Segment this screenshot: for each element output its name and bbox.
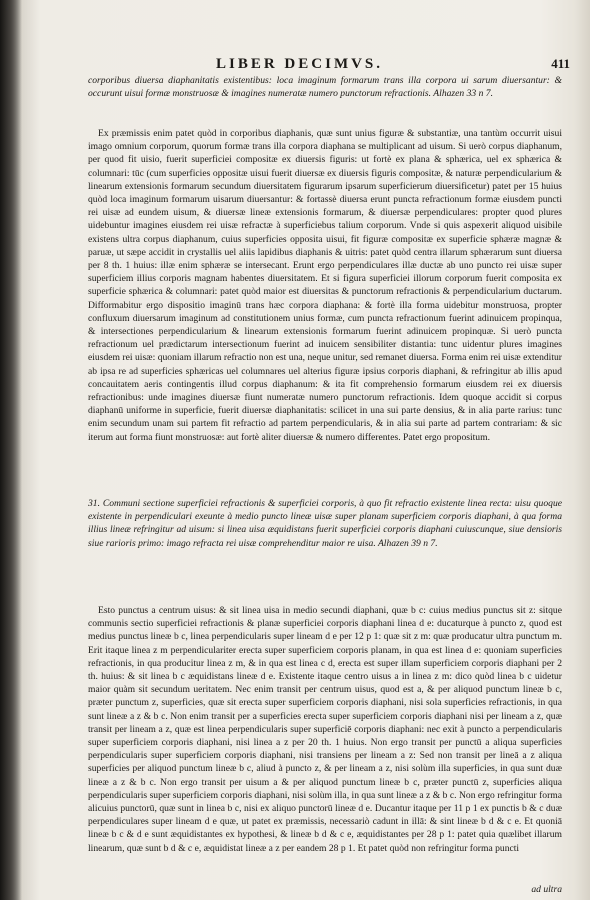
page-header <box>96 56 570 76</box>
catchword: ad ultra <box>531 884 562 895</box>
paragraph-intro-conclusion: corporibus diuersa diaphanitatis existentibus: loca imaginum formarum trans illa corpora ui sarum diuersantur: & occurunt uisui formæ monstruosæ & imagines numeratæ numero punctorum refractionis. Alhazen 33 n 7. <box>88 75 562 100</box>
proposition-31-proof: Esto punctus a centrum uisus: & sit linea uisa in medio secundi diaphani, quæ b c: cuius medius punctus sit z: sitque communis sectio superficiei refractionis & planæ superficiei corporis diaphani linea d e: ducaturque à puncto z, quod est medius punctus lineæ b c, linea perpendicularis super lineam d e per 12 p 1: quæ sit z m: quæ producatur ultra punctum m. Erit itaque linea z m perpendiculariter erecta super superficiem corporis planam, in qua est linea d e: quoniam superficies refractionis, in qua producitur linea z m, & in qua est linea c d, erecta est super illam superficiem corporis diaphani per 2 th. huius: & sit linea b c æquidistans lineæ d e. Existente itaque centro uisus a in linea z m: dico quòd linea b c uidetur maior quàm sit secundum ueritatem. Nec enim transit per centrum uisus, quod est a, & per aliquod punctum lineæ b c, præter punctum z, superficies, quæ sit erecta super superficiem corporis diaphani, nisi sola superficies refractionis, in qua sunt lineæ a z & b c. Non enim transit per a superficies erecta super superficiem corporis diaphani nisi per lineam a z, quæ transit per lineam a z, quæ est linea perpendicularis super superficiē corporis diaphani: nec exit à puncto a perpendicularis super superficiem corporis diaphani, nisi linea a z per 20 th. 1 huius. Non ergo transit per punctū a aliqua superficies perpendicularis super superficiem corporis diaphani, nisi transiens per lineam a z: Sed non transit per lineā a z aliqua superficies per aliquod punctum lineæ b c, aliud à puncto z, & per lineam a z, nisi solùm illa superficies, in qua sunt duæ lineæ a z & b c. Non ergo transit per uisum a & per aliquod punctum lineæ b c, præter punctū z, superficies aliqua perpendicularis super superficiem corporis diaphani, nisi solùm illa, in qua sunt lineæ a z & b c. Non ergo refringitur forma alicuius punctorū, quæ sunt in linea b c, nisi ex aliquo punctorū lineæ d e. Ducantur itaque per 11 p 1 ex punctis b & c duæ perpendiculares super lineam d e quæ, ut patet ex præmissis, necessariò cadunt in illā: & sint lineæ b d & c e. Et quoniā lineæ b c & d e sunt æquidistantes ex hypothesi, & lineæ b d & c e, æquidistantes per 28 p 1: patet quia quælibet illarum linearum, quæ sunt b d & c e, æquidistat lineæ a z per eandem 28 p 1. Et patet quòd non refringitur forma puncti <box>88 605 562 854</box>
proposition-31-statement: 31. Communi sectione superficiei refractionis & superficiei corporis, à quo fit refractio existente linea recta: uisu quoque existente in perpendiculari exeunte à medio puncto lineæ uisæ super planam superficiem corporis diaphani, à qua forma illius lineæ refringitur ad uisum: si linea uisa æquidistans fuerit superficiei corporis diaphani cuiuscunque, siue densioris siue rarioris primo: imago refracta rei uisæ comprehenditur maior re uisa. Alhazen 39 n 7. <box>88 498 562 549</box>
running-head: LIBER DECIMVS. <box>216 56 384 72</box>
paragraph-proof: Ex præmissis enim patet quòd in corporibus diaphanis, quæ sunt unius figuræ & substantiæ, una tantùm occurrit uisui imago omnium corporum, quorum formæ trans illa corpora diaphana se multiplicant ad uisum. Si uerò corpus diaphanum, per quod fit uisio, fuerit superficiei compositæ ex diuersis figuris: ut fortè ex plana & sphærica, uel ex sphærica & columnari: tūc (cum superficies oppositæ uisui fuerit diuersæ ex diuersis figuris compositæ, & naturæ perpendicularium & linearum extensionis formarum secundum diuersitatem figurarum ipsarum superficierum diuersificetur) patet per 15 huius quòd loca imaginum formarum uisarum diuersantur: & fortassè diuersa erunt puncta refractionum formæ eiusdem puncti rei uisæ ad eundem uisum, & diuersæ lineæ extensionis formarum, & diuersæ perpendiculares: propter quod plures uidebuntur imagines eiusdem rei uisæ refractæ à superficiebus talium corporum. Vnde si quis aspexerit aliquod uisibile existens ultra corpus diaphanum, cuius superficies opposita uisui, fit figuræ compositæ ex superficie sphæræ magnæ & paruæ, ut sæpe accidit in crystallis uel aliis lapidibus diaphanis & uitris: patet quòd centra illarum sphærarum sunt diuersa per 8 th. 1 huius: illæ enim sphæræ se intersecant. Erunt ergo perpendiculares illæ ductæ ab uno puncto rei uisæ super superficiem illius corporis magnam habentes diuersitatem. Et si figura superficiei illorum corporum fuerit composita ex superficie sphærica & columnari: patet quòd maior est diuersitas & punctorum refractionis & perpendicularium ductarum. Difformabitur ergo dispositio imaginū trans hæc corpora diaphana: & fortè illa forma uidebitur monstruosa, propter confluxum diuersarum imaginum ad constitutionem unius formæ, cum puncta refractionum fuerint adinuicem propinqua, & intersectiones perpendicularium & linearum extensionis formarum fuerint adinuicem propinquæ. Si uerò puncta refractionum uel prædictarum intersectionum fuerint ad inuicem sensibiliter distantia: tunc uidentur plures imagines eiusdem rei uisæ: quoniam illarum refractio non est una, neque unitur, sed remanet diuersa. Forma enim rei uisæ extenditur ab ipsa re ad superficies sphæricas uel columnares uel alterius figuræ ipsius corporis diaphani, & refringitur ab illis apud concauitatem aeris contingentis illud corpus diaphanum: & ita fit comprehensio formarum eiusdem rei ex diuersis refractionibus: unde imagines diuersæ fiunt numeratæ numero punctorum refractionis. Idem quoque accidit si corpus diaphanū uniforme in superficie, fuerit diuersæ diaphanitatis: scilicet in una sui parte densius, & in alia parte rarius: tunc enim secundum unam sui partem fit refractio ad partem perpendicularis, & in alia sui parte ad partem contrariam: & sic iterum aut forma fiunt monstruosæ: aut fortè aliter diuersæ & numero differentes. Patet ergo propositum. <box>88 128 562 443</box>
page-number: 411 <box>551 56 570 71</box>
book-gutter-shadow <box>0 0 22 900</box>
